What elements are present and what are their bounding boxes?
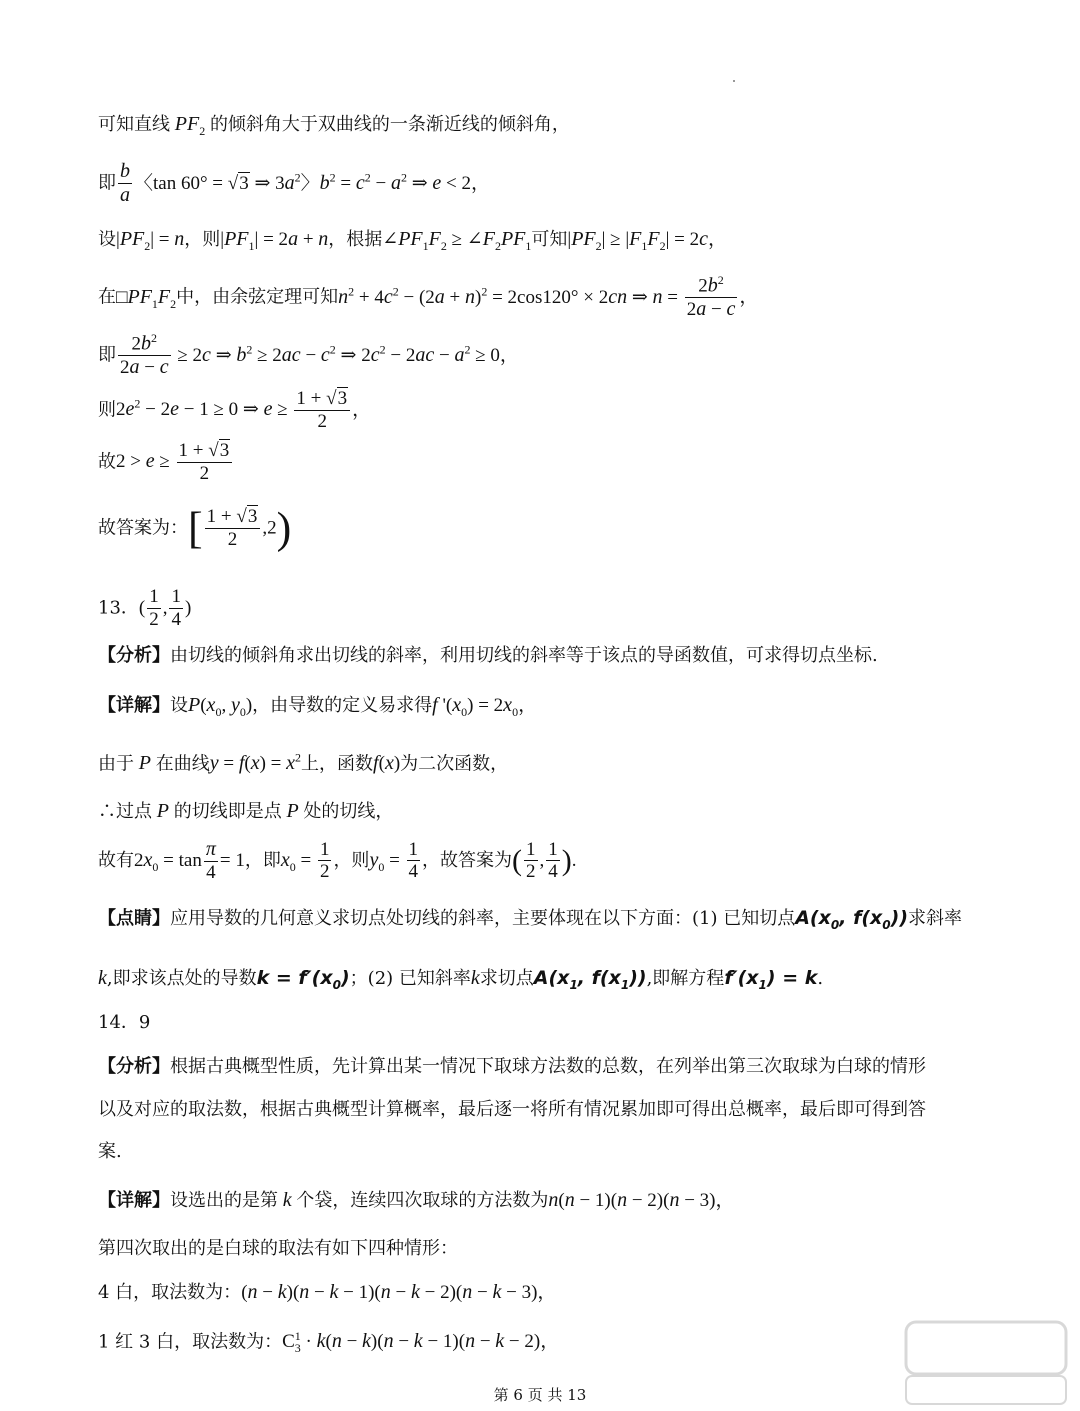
fraction-x0: $\frac{1}{2}$	[319, 838, 330, 883]
fraction-pi-4: $\frac{\pi}{4}$	[205, 838, 216, 883]
text-line-3: 设$|PF_2| = n$，则$|PF_1| = 2a + n$，根据$\angle PF_1F_2$ ≥ $\angle F_2PF_1$可知$|PF_2| \ge |F_1F_2| = 2c$，	[98, 228, 728, 253]
analysis-14-line3: 案.	[98, 1141, 122, 1162]
fraction-y0: $\frac{1}{4}$	[408, 838, 419, 883]
analysis-14-line1: 【分析】根据古典概型性质，先计算出某一情况下取球方法数的总数，在列举出第三次取球为白球的情形	[98, 1056, 926, 1077]
text-line-13c: 由于 P 在曲线$y = f(x) = x^2$上，函数f(x)为二次函数，	[98, 751, 509, 775]
fraction-ans-y: $\frac{1}{4}$	[548, 838, 558, 883]
fraction-ans-x: $\frac{1}{2}$	[526, 838, 536, 883]
fraction-2b2: $\frac{2b^2}{2a - c}$	[686, 273, 736, 321]
text-line-1: 可知直线 $PF_2$ 的倾斜角大于双曲线的一条渐近线的倾斜角，	[98, 113, 570, 138]
text-line-8: 故答案为：[ $\frac{1 + √3}{2}$ ,2)	[98, 503, 292, 553]
analysis-13: 【分析】由切线的倾斜角求出切线的斜率，利用切线的斜率等于该点的导函数值，可求得切点坐标.	[98, 645, 878, 666]
text-line-5: 即 $\frac{2b^2}{2a - c}$ ≥ 2c ⇒ $b^2 \ge 2ac - c^2$ ⇒ $2c^2 - 2ac - a^2 \ge 0$，	[98, 331, 519, 379]
fraction-answer: $\frac{1 + √3}{2}$	[205, 506, 261, 551]
fraction-1-sqrt3: $\frac{1 + √3}{2}$	[294, 388, 350, 433]
fraction-b-a: $\frac{b}{a}$	[120, 160, 130, 206]
fraction-1-sqrt3-b: $\frac{1 + √3}{2}$	[177, 440, 233, 485]
page-footer: 第 6 页 共 13	[493, 1386, 587, 1404]
text-line-2: 即 $\frac{b}{a}$ 〈tan 60° = √3 ⇒ $3a^2$〉$b^2 = c^2 - a^2$ ⇒ e < 2，	[98, 160, 491, 206]
fraction-2b2-b: $\frac{2b^2}{2a - c}$	[120, 331, 169, 379]
text-line-13e: 故有$2x_0 = \tan$ $\frac{\pi}{4}$ = 1，即$x_0$ = $\frac{1}{2}$ ，则$y_0$ = $\frac{1}{4}$ ，故答案为( $\frac{1}{2}$ , $\frac{1}{4}$ ).	[98, 838, 577, 883]
question-13-answer: 13．( $\frac{1}{2}$ , $\frac{1}{4}$ )	[98, 586, 192, 630]
solution-13: 【详解】设$P(x_0$, $y_0$)，由导数的定义易求得f '$(x_0) = 2x_0$，	[98, 694, 538, 719]
text-line-6: 则$2e^2 - 2e - 1 \ge 0$ ⇒ e ≥ $\frac{1 + √3}{2}$ ，	[98, 388, 372, 432]
text-line-14e: 1 红 3 白，取法数为：$C^1_3 \cdot k(n - k)(n - k - 1)(n - k - 2)$，	[98, 1329, 560, 1356]
fraction-quarter: $\frac{1}{4}$	[171, 586, 181, 630]
solution-14: 【详解】设选出的是第 k 个袋，连续四次取球的方法数为n(n − 1)(n − 2)(n − 3)，	[98, 1189, 735, 1211]
text-line-13d: ∴过点 P 的切线即是点 P 处的切线，	[98, 800, 394, 822]
comment-13-line1: 【点睛】应用导数的几何意义求切点处切线的斜率，主要体现在以下方面：(1) 已知切点$A(x_0$, $f(x_0)$)求斜率	[98, 907, 963, 932]
text-line-14c: 第四次取出的是白球的取法有如下四种情形：	[98, 1238, 458, 1259]
text-line-14d: 4 白，取法数为：(n − k)(n − k − 1)(n − k − 2)(n − k − 3)，	[98, 1281, 557, 1303]
speck	[733, 80, 735, 82]
fraction-half: $\frac{1}{2}$	[149, 586, 159, 630]
watermark-logo	[900, 1318, 1072, 1408]
text-line-4: 在$□PF_1F_2$中，由余弦定理可知$n^2 + 4c^2 - (2a + n)^2 = 2\cos 120^\circ \times 2cn$ ⇒ n = $\frac{2b^2}{2a - c}$ ，	[98, 273, 759, 321]
analysis-14-line2: 以及对应的取法数，根据古典概型计算概率，最后逐一将所有情况累加即可得出总概率，最后即可得到答	[98, 1099, 926, 1120]
question-14-answer: 14．9	[98, 1012, 151, 1033]
comment-13-line2: k,即求该点处的导数$k = f'(x_0)$；(2) 已知斜率k求切点$A(x_1$, $f(x_1)$),即解方程$f'(x_1) = k$.	[98, 967, 824, 992]
text-line-7: 故2 > e ≥ $\frac{1 + √3}{2}$	[98, 440, 234, 485]
